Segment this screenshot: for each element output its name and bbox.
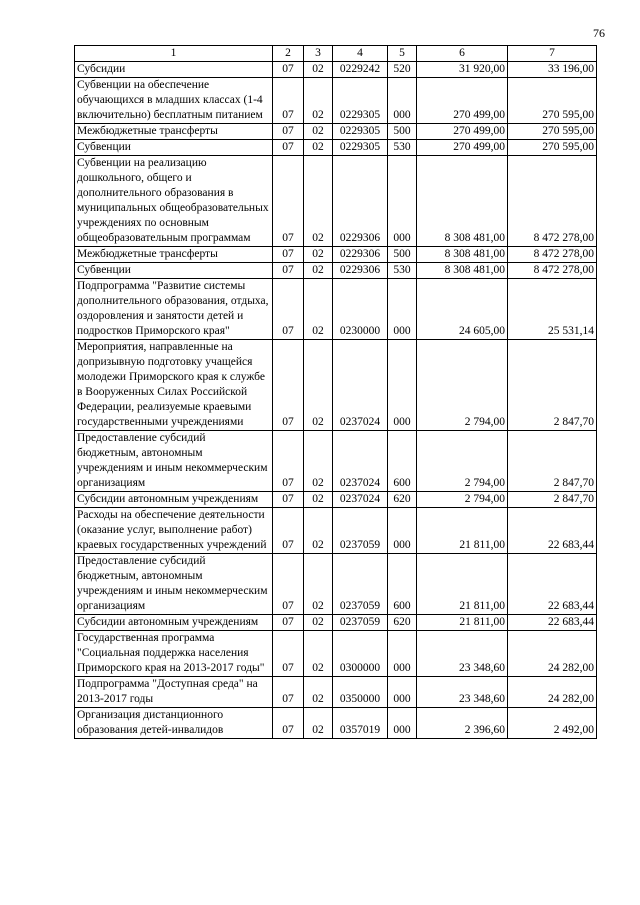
row-expense-type-cell: 500	[388, 124, 417, 140]
row-subsection-cell: 02	[304, 78, 333, 124]
row-subsection-cell: 02	[304, 140, 333, 156]
row-amount-col7-cell: 8 472 278,00	[508, 263, 597, 279]
row-target-code-cell: 0237024	[333, 340, 388, 431]
row-amount-col6-cell: 23 348,60	[417, 677, 508, 708]
row-name-cell: Субвенции на обеспечение обучающихся в младших классах (1-4 включительно) бесплатным питанием	[75, 78, 273, 124]
table-row	[75, 708, 597, 739]
row-subsection-cell: 02	[304, 247, 333, 263]
row-amount-col7-cell: 25 531,14	[508, 279, 597, 340]
row-name-cell: Межбюджетные трансферты	[75, 124, 273, 140]
row-amount-col7-cell: 2 492,00	[508, 708, 597, 739]
row-amount-col6-cell: 23 348,60	[417, 631, 508, 677]
row-section-cell: 07	[273, 340, 304, 431]
row-target-code-cell: 0350000	[333, 677, 388, 708]
row-section-cell: 07	[273, 492, 304, 508]
row-name-cell: Субвенции	[75, 263, 273, 279]
row-subsection-cell: 02	[304, 631, 333, 677]
row-expense-type-cell: 530	[388, 140, 417, 156]
row-target-code-cell: 0229242	[333, 62, 388, 78]
table-row	[75, 140, 597, 156]
row-amount-col6-cell: 21 811,00	[417, 554, 508, 615]
table-row	[75, 492, 597, 508]
row-section-cell: 07	[273, 247, 304, 263]
row-amount-col6-cell: 8 308 481,00	[417, 263, 508, 279]
row-amount-col7-cell: 22 683,44	[508, 554, 597, 615]
row-target-code-cell: 0237059	[333, 508, 388, 554]
row-subsection-cell: 02	[304, 263, 333, 279]
row-section-cell: 07	[273, 631, 304, 677]
row-amount-col7-cell: 22 683,44	[508, 615, 597, 631]
row-target-code-cell: 0237059	[333, 554, 388, 615]
row-subsection-cell: 02	[304, 708, 333, 739]
row-name-cell: Государственная программа "Социальная поддержка населения Приморского края на 2013-2017 годы"	[75, 631, 273, 677]
row-section-cell: 07	[273, 140, 304, 156]
row-name-cell: Субсидии	[75, 62, 273, 78]
table-header-row	[75, 46, 597, 62]
row-name-cell: Субвенции на реализацию дошкольного, общего и дополнительного образования в муниципальных общеобразовательных учреждениях по основным общеобразовательным программам	[75, 156, 273, 247]
row-name-cell: Межбюджетные трансферты	[75, 247, 273, 263]
column-header-4: 4	[333, 46, 388, 62]
row-subsection-cell: 02	[304, 279, 333, 340]
row-amount-col7-cell: 24 282,00	[508, 677, 597, 708]
row-target-code-cell: 0357019	[333, 708, 388, 739]
row-target-code-cell: 0237024	[333, 431, 388, 492]
row-section-cell: 07	[273, 508, 304, 554]
row-amount-col6-cell: 31 920,00	[417, 62, 508, 78]
table-row	[75, 263, 597, 279]
row-amount-col6-cell: 8 308 481,00	[417, 247, 508, 263]
table-row	[75, 62, 597, 78]
row-amount-col7-cell: 270 595,00	[508, 124, 597, 140]
row-subsection-cell: 02	[304, 508, 333, 554]
row-target-code-cell: 0229306	[333, 263, 388, 279]
row-amount-col6-cell: 8 308 481,00	[417, 156, 508, 247]
row-subsection-cell: 02	[304, 156, 333, 247]
row-section-cell: 07	[273, 62, 304, 78]
row-section-cell: 07	[273, 78, 304, 124]
row-amount-col7-cell: 8 472 278,00	[508, 156, 597, 247]
row-amount-col6-cell: 270 499,00	[417, 78, 508, 124]
row-subsection-cell: 02	[304, 615, 333, 631]
row-amount-col7-cell: 270 595,00	[508, 140, 597, 156]
row-amount-col7-cell: 33 196,00	[508, 62, 597, 78]
row-target-code-cell: 0237024	[333, 492, 388, 508]
row-expense-type-cell: 530	[388, 263, 417, 279]
table-row	[75, 508, 597, 554]
table-row	[75, 554, 597, 615]
row-amount-col6-cell: 2 794,00	[417, 431, 508, 492]
row-target-code-cell: 0229306	[333, 247, 388, 263]
row-expense-type-cell: 000	[388, 78, 417, 124]
table-row	[75, 631, 597, 677]
row-expense-type-cell: 000	[388, 508, 417, 554]
table-row	[75, 247, 597, 263]
row-expense-type-cell: 000	[388, 340, 417, 431]
row-target-code-cell: 0230000	[333, 279, 388, 340]
row-expense-type-cell: 500	[388, 247, 417, 263]
row-amount-col7-cell: 2 847,70	[508, 431, 597, 492]
row-expense-type-cell: 600	[388, 554, 417, 615]
row-subsection-cell: 02	[304, 492, 333, 508]
row-section-cell: 07	[273, 279, 304, 340]
row-amount-col6-cell: 2 794,00	[417, 340, 508, 431]
column-header-1: 1	[75, 46, 273, 62]
row-amount-col7-cell: 2 847,70	[508, 340, 597, 431]
row-expense-type-cell: 000	[388, 279, 417, 340]
table-row	[75, 677, 597, 708]
row-name-cell: Подпрограмма "Развитие системы дополнительного образования, отдыха, оздоровления и занятости детей и подростков Приморского края"	[75, 279, 273, 340]
column-header-6: 6	[417, 46, 508, 62]
row-expense-type-cell: 000	[388, 677, 417, 708]
row-section-cell: 07	[273, 156, 304, 247]
row-target-code-cell: 0229305	[333, 78, 388, 124]
row-section-cell: 07	[273, 431, 304, 492]
row-name-cell: Организация дистанционного образования детей-инвалидов	[75, 708, 273, 739]
row-subsection-cell: 02	[304, 431, 333, 492]
row-expense-type-cell: 000	[388, 708, 417, 739]
row-name-cell: Предоставление субсидий бюджетным, автономным учреждениям и иным некоммерческим организациям	[75, 431, 273, 492]
row-amount-col7-cell: 8 472 278,00	[508, 247, 597, 263]
row-expense-type-cell: 600	[388, 431, 417, 492]
row-expense-type-cell: 620	[388, 615, 417, 631]
row-amount-col6-cell: 270 499,00	[417, 140, 508, 156]
row-amount-col7-cell: 24 282,00	[508, 631, 597, 677]
row-subsection-cell: 02	[304, 340, 333, 431]
row-section-cell: 07	[273, 615, 304, 631]
row-amount-col7-cell: 270 595,00	[508, 78, 597, 124]
row-expense-type-cell: 520	[388, 62, 417, 78]
row-expense-type-cell: 000	[388, 156, 417, 247]
row-target-code-cell: 0229305	[333, 140, 388, 156]
row-subsection-cell: 02	[304, 62, 333, 78]
row-target-code-cell: 0237059	[333, 615, 388, 631]
row-amount-col6-cell: 2 396,60	[417, 708, 508, 739]
row-section-cell: 07	[273, 124, 304, 140]
row-section-cell: 07	[273, 677, 304, 708]
row-target-code-cell: 0300000	[333, 631, 388, 677]
row-section-cell: 07	[273, 554, 304, 615]
row-subsection-cell: 02	[304, 124, 333, 140]
row-target-code-cell: 0229306	[333, 156, 388, 247]
row-name-cell: Подпрограмма "Доступная среда" на 2013-2017 годы	[75, 677, 273, 708]
table-row	[75, 156, 597, 247]
row-name-cell: Расходы на обеспечение деятельности (оказание услуг, выполнение работ) краевых государственных учреждений	[75, 508, 273, 554]
row-section-cell: 07	[273, 708, 304, 739]
row-expense-type-cell: 620	[388, 492, 417, 508]
column-header-7: 7	[508, 46, 597, 62]
row-target-code-cell: 0229305	[333, 124, 388, 140]
row-name-cell: Предоставление субсидий бюджетным, автономным учреждениям и иным некоммерческим организациям	[75, 554, 273, 615]
row-amount-col6-cell: 270 499,00	[417, 124, 508, 140]
row-amount-col6-cell: 21 811,00	[417, 508, 508, 554]
column-header-3: 3	[304, 46, 333, 62]
row-amount-col7-cell: 22 683,44	[508, 508, 597, 554]
table-row	[75, 124, 597, 140]
row-name-cell: Субвенции	[75, 140, 273, 156]
row-section-cell: 07	[273, 263, 304, 279]
row-amount-col6-cell: 24 605,00	[417, 279, 508, 340]
table-row	[75, 279, 597, 340]
row-amount-col7-cell: 2 847,70	[508, 492, 597, 508]
row-amount-col6-cell: 21 811,00	[417, 615, 508, 631]
row-name-cell: Субсидии автономным учреждениям	[75, 492, 273, 508]
column-header-5: 5	[388, 46, 417, 62]
column-header-2: 2	[273, 46, 304, 62]
table-row	[75, 431, 597, 492]
table-row	[75, 78, 597, 124]
budget-table	[74, 45, 597, 739]
row-subsection-cell: 02	[304, 554, 333, 615]
table-row	[75, 340, 597, 431]
page-number: 76	[593, 26, 605, 40]
row-amount-col6-cell: 2 794,00	[417, 492, 508, 508]
row-name-cell: Субсидии автономным учреждениям	[75, 615, 273, 631]
row-expense-type-cell: 000	[388, 631, 417, 677]
table-row	[75, 615, 597, 631]
row-name-cell: Мероприятия, направленные на допризывную подготовку учащейся молодежи Приморского края к службе в Вооруженных Силах Российской Федерации, реализуемые краевыми государственными учреждениями	[75, 340, 273, 431]
row-subsection-cell: 02	[304, 677, 333, 708]
